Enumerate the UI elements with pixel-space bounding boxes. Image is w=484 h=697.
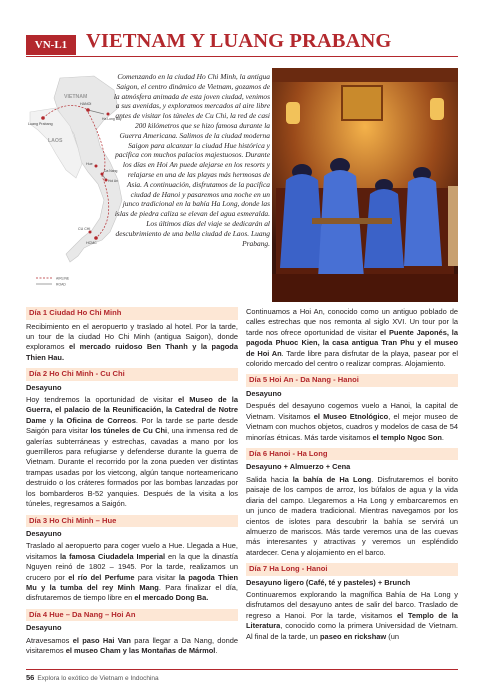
body-text: Traslado al aeropuerto para coger vuelo a Hue. Llegada a Hue, visitamos [26, 541, 238, 561]
meal-plan: Desayuno ligero (Café, té y pasteles) + Brunch [246, 577, 411, 587]
highlight-text: el templo Ngoc Son [372, 432, 442, 442]
highlight-text: el Templo de la Literatura [246, 610, 458, 631]
day-heading: Día 7 Ha Long - Hanoi [246, 563, 458, 576]
footer-text: Explora lo exótico de Vietnam e Indochina [37, 675, 159, 682]
body-text: , conocido como la primera Universidad de Vietnam. Al final de la tarde, un [246, 621, 458, 641]
day-description [26, 636, 238, 657]
day-description [26, 395, 238, 509]
highlight-text: la Oficina de Correos [56, 415, 136, 425]
page-number: 56 [26, 673, 35, 682]
body-text: . [441, 432, 444, 442]
city-dot [41, 116, 45, 120]
body-text: Continuaremos explorando la magnífica Bahía de Ha Long y disfrutamos del desayuno antes de salir del barco. Traslado de regreso a Hanoi. Por la tarde, visitamos [246, 590, 458, 620]
body-text: para llegar a Da Nang, donde visitaremos [26, 635, 238, 656]
body-text: . Tarde libre para disfrutar de la playa, pasear por el colorido mercado del centro o realizar compras. Alojamiento. [246, 348, 458, 369]
page-footer [26, 673, 159, 682]
highlight-text: el paso Hai Van [72, 635, 131, 645]
meal-plan: Desayuno + Almuerzo + Cena [246, 462, 351, 472]
body-text: Hoy tendremos la oportunidad de visitar [26, 395, 178, 405]
body-text: y [46, 415, 57, 425]
highlight-text: el Museo de la Guerra, el palacio de la Reunificación, la Catedral de Notre Dame [26, 395, 238, 425]
meal-plan: Desayuno [26, 623, 62, 633]
body-text: . Disfrutaremos el bonito paisaje de los campos de arroz, los búfalos de agua y la vida diaria del campo. Llegaremos a Ha Long y embarcaremos en un junco de madera tradicional. Mientras navegamos por los cientos de islotes para descubrir la bahía se servirá un almuerzo de mariscos. Más tarde veremos una de las cuevas más interesantes y atractivas y veremos un espléndido atardecer. Cena y alojamiento en el barco. [246, 474, 459, 557]
meal-plan: Desayuno [26, 382, 62, 392]
body-text: . [215, 646, 218, 656]
country-label: LAOS [48, 138, 63, 144]
tour-code-badge: VN-L1 [26, 35, 76, 55]
body-text: Continuamos a Hoi An, conocido como un antiguo poblado de calles estrechas que nos remonta al siglo XVI. Un tour por la tarde nos ofrece oportunidad de visitar [246, 307, 458, 337]
highlight-text: el Museo Etnológico [313, 411, 389, 421]
highlight-text: el Puente Japonés, la pagoda Phuoc Kien, la casa antigua Tran Phu y el museo de Hoi An [246, 327, 458, 358]
day-description [246, 590, 458, 642]
body-text: Atravesamos [26, 635, 73, 645]
legend-label: ROAD [56, 282, 66, 287]
highlight-text: el río del Perfume [68, 572, 135, 582]
body-text: (un [386, 631, 399, 641]
city-label: CU CHI [78, 227, 91, 231]
meal-plan: Desayuno [26, 529, 62, 538]
day-heading: Día 2 Ho Chi Minh - Cu Chi [26, 368, 238, 381]
body-text: . Por la tarde se parte desde Saigón para visitar [26, 415, 239, 436]
musicians-photo [272, 68, 458, 302]
day-description [246, 401, 458, 443]
highlight-text: los túneles de Cu Chi [90, 426, 168, 436]
highlight-text: la famosa Ciudadela Imperial [59, 551, 166, 561]
city-dot [107, 113, 110, 116]
itinerary-column-left [26, 307, 238, 662]
highlight-text: el mercado Dong Ba. [134, 593, 209, 603]
itinerary-column-right [246, 307, 458, 647]
highlight-text: el museo Cham y las Montañas de Mármol [65, 646, 216, 656]
city-label: Da Nang [104, 169, 118, 173]
city-dot [95, 165, 98, 168]
body-text: Salida hacia [246, 474, 293, 484]
meal-plan: Desayuno [246, 388, 282, 398]
city-dot [86, 108, 90, 112]
page-title: VIETNAM Y LUANG PRABANG [86, 30, 392, 52]
city-label: Hue [86, 162, 93, 166]
day-heading: Día 5 Hoi An - Da Nang - Hanoi [246, 374, 458, 387]
highlight-text: la pagoda Thien Mu y la tumba del rey Minh Mang [26, 572, 238, 593]
highlight-text: paseo en rickshaw [320, 631, 387, 641]
day-description [26, 322, 238, 364]
body-text: Recibimiento en el aeropuerto y traslado al hotel. Por la tarde, un tour de la ciudad Ho Chi Minh (antigua Saigon), donde exploramos [26, 321, 238, 352]
body-text: , el mejor museo de Vietnam con muchos objetos, cuadros y modelos de casa de 54 minorías étnicas. Más tarde visitamos [246, 411, 459, 442]
city-label: HANOI [80, 102, 92, 106]
city-label: Hoi An [108, 179, 118, 183]
city-label: Ha Long Bay [102, 117, 122, 121]
highlight-text: el mercado ruidoso Ben Thanh y la pagoda Thien Hau. [26, 342, 238, 362]
city-dot [94, 236, 98, 240]
city-label: HCMC [86, 241, 97, 245]
intro-text [113, 72, 270, 248]
day-heading: Día 4 Hue – Da Nang – Hoi An [26, 609, 238, 622]
highlight-text: la bahía de Ha Long [292, 474, 372, 484]
body-text: en la que la dinastía Nguyen reinó de 1802 – 1945. Por la tarde, realizamos un crucero por [26, 551, 239, 582]
city-label: Luang Prabang [28, 122, 53, 126]
day-description [26, 541, 238, 603]
body-text: . Para finalizar el día, disfrutaremos de tiempo libre en [26, 583, 238, 603]
day-heading: Día 1 Ciudad Ho Chi Minh [26, 307, 238, 320]
body-text: para visitar [134, 572, 179, 582]
country-label: VIETNAM [64, 94, 88, 100]
body-text: Comenzando en la ciudad Ho Chi Minh, la antigua Saigon, el centro dinámico de Vietnam, gozamos de la atmósfera animada de esta joven ciudad, venimos a sus avenidas, y exploramos mercados al aire libre antes de visitar los túneles de Cu Chi, la red de casi 200 kilómetros que se hizo famosa durante la Guerra Americana. Salimos de la ciudad moderna Saigon para alcanzar la ciudad Hue histórica y pacífica con muchos palacios majestuosos. Durante los días en Hoi An puede alejarse en los resorts y relajarse en una de las playas más hermosas de Asia. A continuación, disfrutamos de la pacífica ciudad de Hanoi y pasaremos una noche en un junco tradicional en la bahía Ha Long, donde las islas de piedra caliza se elevan del agua esmeralda. Los últimos días del viaje se dedicarán al descubrimiento de una bella ciudad de Laos. Luang Prabang. [113, 72, 270, 248]
day-description [246, 307, 458, 369]
day-heading: Día 6 Hanoi - Ha Long [246, 448, 458, 461]
legend-label: AIRLINE [56, 276, 70, 281]
body-text: , una inmensa red de galerías subterráneas y estrechas, cavadas a mano por los guerrilleros para refugiarse y defenderse durante la guerra de Vietnam. Durante el recorrido por la zona pueden ver distintas trampas usadas por los vietcong, algún tanque norteamericano destruido o los cráteres formados por las bombas lanzadas por los bombarderos B-52 yanquies. Después de la visita a los túneles, regresamos a Saigón. [26, 426, 238, 509]
day-description [246, 475, 458, 558]
title-divider [26, 56, 458, 57]
day-heading: Día 3 Ho Chi Minh – Hue [26, 515, 238, 528]
footer-divider [26, 669, 458, 670]
body-text: Después del desayuno cogemos vuelo a Hanoi, la capital de Vietnam. Visitamos [246, 401, 458, 421]
